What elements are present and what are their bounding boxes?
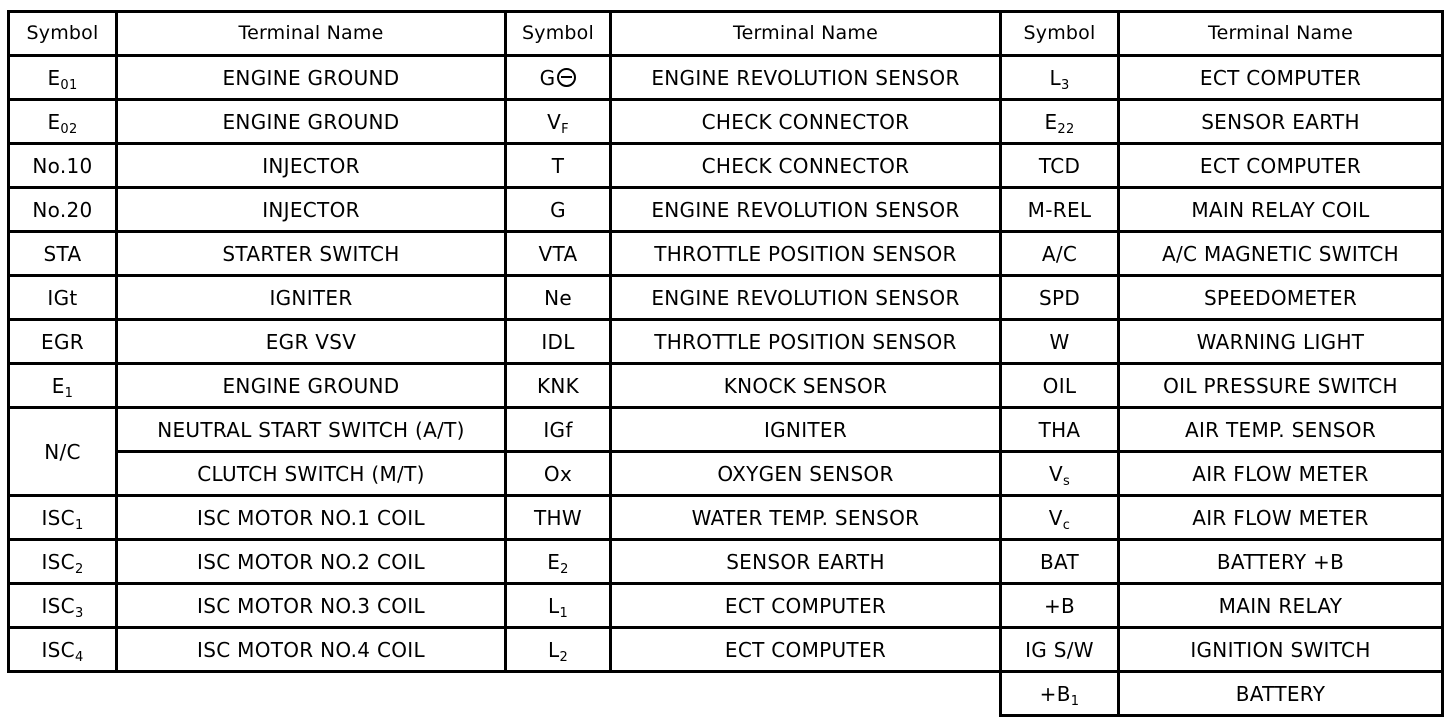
terminal-name-cell: MAIN RELAY bbox=[1119, 584, 1443, 628]
terminal-name-cell: ISC MOTOR NO.4 COIL bbox=[117, 628, 506, 672]
symbol-cell bbox=[9, 144, 117, 188]
terminal-name-cell: ECT COMPUTER bbox=[611, 584, 1001, 628]
minus-in-circle-icon bbox=[557, 68, 576, 87]
terminal-name-cell: ENGINE REVOLUTION SENSOR bbox=[611, 56, 1001, 100]
table-row bbox=[9, 408, 506, 452]
symbol-text: L bbox=[547, 593, 560, 618]
table-row bbox=[9, 100, 506, 144]
symbol-cell bbox=[506, 100, 611, 144]
terminal-name-cell: KNOCK SENSOR bbox=[611, 364, 1001, 408]
symbol-subscript: 1 bbox=[1070, 693, 1080, 709]
table-row bbox=[9, 232, 506, 276]
symbol-cell bbox=[9, 276, 117, 320]
symbol-text: E bbox=[47, 65, 61, 90]
terminal-name-cell: THROTTLE POSITION SENSOR bbox=[611, 232, 1001, 276]
symbol-text: T bbox=[551, 153, 565, 178]
table-row bbox=[1001, 628, 1443, 672]
symbol-header: Symbol bbox=[1001, 12, 1119, 56]
symbol-text: ISC bbox=[41, 549, 75, 574]
symbol-subscript: 4 bbox=[74, 649, 84, 665]
symbol-cell bbox=[9, 364, 117, 408]
symbol-text: IGf bbox=[543, 417, 573, 442]
table-row bbox=[1001, 188, 1443, 232]
table-row bbox=[9, 628, 506, 672]
terminal-name-cell: MAIN RELAY COIL bbox=[1119, 188, 1443, 232]
table-row bbox=[1001, 56, 1443, 100]
terminal-name-cell: ISC MOTOR NO.1 COIL bbox=[117, 496, 506, 540]
symbol-text: KNK bbox=[536, 373, 580, 398]
symbol-cell bbox=[1001, 364, 1119, 408]
terminal-name-cell: ENGINE GROUND bbox=[117, 56, 506, 100]
terminal-name-cell: SPEEDOMETER bbox=[1119, 276, 1443, 320]
symbol-text: ISC bbox=[41, 505, 75, 530]
symbol-cell bbox=[506, 452, 611, 496]
symbol-text: W bbox=[1049, 329, 1070, 354]
symbol-text: L bbox=[547, 637, 560, 662]
terminal-name-cell: AIR TEMP. SENSOR bbox=[1119, 408, 1443, 452]
table-row bbox=[9, 584, 506, 628]
symbol-cell bbox=[506, 56, 611, 100]
terminal-name-cell: STARTER SWITCH bbox=[117, 232, 506, 276]
symbol-subscript: 01 bbox=[60, 77, 78, 93]
symbol-cell bbox=[1001, 320, 1119, 364]
symbol-text: ISC bbox=[41, 637, 75, 662]
terminal-name-cell: CHECK CONNECTOR bbox=[611, 144, 1001, 188]
symbol-text: No.10 bbox=[32, 153, 93, 178]
terminal-name-cell: ECT COMPUTER bbox=[1119, 56, 1443, 100]
table-row bbox=[506, 496, 1001, 540]
symbol-text: TCD bbox=[1038, 153, 1081, 178]
terminal-name-cell: ENGINE GROUND bbox=[117, 100, 506, 144]
symbol-cell bbox=[9, 320, 117, 364]
terminal-name-cell: IGNITER bbox=[611, 408, 1001, 452]
symbol-cell bbox=[9, 188, 117, 232]
symbol-cell bbox=[1001, 56, 1119, 100]
table-row bbox=[1001, 276, 1443, 320]
symbol-cell bbox=[9, 628, 117, 672]
terminal-name-cell: OIL PRESSURE SWITCH bbox=[1119, 364, 1443, 408]
symbol-cell bbox=[1001, 188, 1119, 232]
symbol-cell bbox=[1001, 496, 1119, 540]
symbol-text: E bbox=[51, 373, 65, 398]
table-row bbox=[506, 540, 1001, 584]
symbol-text: A/C bbox=[1041, 241, 1078, 266]
table-row bbox=[506, 584, 1001, 628]
header-row bbox=[1001, 12, 1443, 56]
symbol-cell bbox=[9, 584, 117, 628]
terminal-name-cell: SENSOR EARTH bbox=[1119, 100, 1443, 144]
table-row bbox=[1001, 320, 1443, 364]
table-row bbox=[9, 276, 506, 320]
symbol-cell bbox=[1001, 100, 1119, 144]
table-row bbox=[1001, 452, 1443, 496]
terminal-name-cell: EGR VSV bbox=[117, 320, 506, 364]
symbol-subscript: 2 bbox=[559, 649, 569, 665]
terminal-name-cell: BATTERY +B bbox=[1119, 540, 1443, 584]
terminal-table-left bbox=[7, 10, 507, 673]
symbol-cell bbox=[506, 496, 611, 540]
symbol-text: OIL bbox=[1042, 373, 1077, 398]
symbol-text: IGt bbox=[47, 285, 78, 310]
symbol-cell: N/C bbox=[9, 408, 117, 496]
symbol-text: Ne bbox=[544, 285, 572, 310]
table-row bbox=[1001, 540, 1443, 584]
terminal-name-header: Terminal Name bbox=[611, 12, 1001, 56]
table-row bbox=[506, 364, 1001, 408]
symbol-cell bbox=[506, 628, 611, 672]
terminal-name-header: Terminal Name bbox=[1119, 12, 1443, 56]
middle-table-body bbox=[506, 12, 1001, 672]
table-row bbox=[506, 188, 1001, 232]
table-row bbox=[506, 144, 1001, 188]
table-row bbox=[506, 408, 1001, 452]
symbol-text: +B bbox=[1043, 593, 1076, 618]
symbol-cell bbox=[1001, 232, 1119, 276]
terminal-name-cell: THROTTLE POSITION SENSOR bbox=[611, 320, 1001, 364]
symbol-text: THW bbox=[534, 505, 582, 530]
terminal-name-cell: AIR FLOW METER bbox=[1119, 496, 1443, 540]
terminal-name-cell: CHECK CONNECTOR bbox=[611, 100, 1001, 144]
symbol-text: M-REL bbox=[1027, 197, 1092, 222]
terminal-name-cell: IGNITER bbox=[117, 276, 506, 320]
header-row bbox=[506, 12, 1001, 56]
table-row bbox=[506, 232, 1001, 276]
header-row bbox=[9, 12, 506, 56]
terminal-name-cell: ISC MOTOR NO.3 COIL bbox=[117, 584, 506, 628]
symbol-subscript: 3 bbox=[74, 605, 84, 621]
symbol-cell bbox=[1001, 540, 1119, 584]
terminal-name-cell: OXYGEN SENSOR bbox=[611, 452, 1001, 496]
table-row bbox=[1001, 408, 1443, 452]
terminal-name-cell: WARNING LIGHT bbox=[1119, 320, 1443, 364]
symbol-subscript: 1 bbox=[64, 385, 74, 401]
symbol-text: +B bbox=[1039, 681, 1071, 706]
table-row bbox=[1001, 100, 1443, 144]
symbol-cell bbox=[506, 320, 611, 364]
table-row bbox=[9, 364, 506, 408]
symbol-cell bbox=[506, 364, 611, 408]
table-row bbox=[1001, 364, 1443, 408]
symbol-subscript: 2 bbox=[560, 561, 569, 577]
symbol-cell bbox=[506, 584, 611, 628]
terminal-name-header: Terminal Name bbox=[117, 12, 506, 56]
table-row bbox=[1001, 144, 1443, 188]
symbol-text: SPD bbox=[1038, 285, 1081, 310]
table-row bbox=[9, 320, 506, 364]
table-row bbox=[9, 144, 506, 188]
symbol-subscript: 1 bbox=[559, 605, 569, 621]
symbol-text: V bbox=[1048, 461, 1063, 486]
symbol-subscript: 3 bbox=[1060, 77, 1070, 93]
symbol-cell bbox=[506, 540, 611, 584]
symbol-text: No.20 bbox=[32, 197, 93, 222]
terminal-table-middle bbox=[504, 10, 1002, 673]
symbol-cell bbox=[506, 188, 611, 232]
symbol-cell bbox=[506, 232, 611, 276]
table-row bbox=[9, 56, 506, 100]
symbol-text: L bbox=[1049, 65, 1061, 90]
table-row bbox=[1001, 232, 1443, 276]
symbol-cell bbox=[9, 100, 117, 144]
symbol-cell bbox=[1001, 452, 1119, 496]
symbol-subscript: s bbox=[1062, 473, 1071, 489]
symbol-header: Symbol bbox=[506, 12, 611, 56]
terminal-name-cell: NEUTRAL START SWITCH (A/T) bbox=[117, 408, 506, 452]
symbol-header: Symbol bbox=[9, 12, 117, 56]
table-row bbox=[506, 320, 1001, 364]
symbol-cell bbox=[9, 56, 117, 100]
symbol-cell bbox=[506, 408, 611, 452]
table-row bbox=[9, 496, 506, 540]
symbol-subscript: 1 bbox=[74, 517, 84, 533]
symbol-text: G bbox=[550, 197, 566, 222]
symbol-cell bbox=[1001, 584, 1119, 628]
table-row bbox=[506, 100, 1001, 144]
right-table-body bbox=[1001, 12, 1443, 716]
terminal-name-cell: INJECTOR bbox=[117, 188, 506, 232]
terminal-name-cell: ECT COMPUTER bbox=[1119, 144, 1443, 188]
symbol-subscript: 2 bbox=[74, 561, 84, 577]
symbol-cell bbox=[9, 232, 117, 276]
table-row bbox=[506, 56, 1001, 100]
terminal-name-cell: INJECTOR bbox=[117, 144, 506, 188]
symbol-cell bbox=[9, 540, 117, 584]
terminal-name-cell: AIR FLOW METER bbox=[1119, 452, 1443, 496]
symbol-text: Ox bbox=[543, 461, 573, 486]
terminal-table-right bbox=[999, 10, 1444, 717]
table-row bbox=[506, 276, 1001, 320]
symbol-cell bbox=[1001, 628, 1119, 672]
left-table-body bbox=[9, 12, 506, 672]
symbol-text: EGR bbox=[41, 329, 84, 354]
symbol-text: IG S/W bbox=[1025, 637, 1094, 662]
table-row bbox=[9, 540, 506, 584]
terminal-name-cell: SENSOR EARTH bbox=[611, 540, 1001, 584]
symbol-cell bbox=[9, 496, 117, 540]
symbol-text: E bbox=[1044, 109, 1058, 134]
symbol-text: STA bbox=[43, 241, 82, 266]
terminal-name-cell: ENGINE GROUND bbox=[117, 364, 506, 408]
terminal-name-cell: ISC MOTOR NO.2 COIL bbox=[117, 540, 506, 584]
table-row bbox=[506, 628, 1001, 672]
symbol-cell bbox=[1001, 408, 1119, 452]
table-row bbox=[9, 188, 506, 232]
symbol-text: G bbox=[539, 65, 556, 90]
terminal-name-cell: A/C MAGNETIC SWITCH bbox=[1119, 232, 1443, 276]
symbol-subscript: 22 bbox=[1057, 121, 1075, 137]
symbol-cell bbox=[1001, 144, 1119, 188]
terminal-name-cell: CLUTCH SWITCH (M/T) bbox=[117, 452, 506, 496]
symbol-text: VTA bbox=[538, 241, 578, 266]
terminal-name-cell: ECT COMPUTER bbox=[611, 628, 1001, 672]
symbol-text: THA bbox=[1038, 417, 1081, 442]
symbol-text: ISC bbox=[41, 593, 75, 618]
symbol-text: E bbox=[47, 109, 61, 134]
table-row bbox=[506, 452, 1001, 496]
symbol-text: IDL bbox=[541, 329, 575, 354]
terminal-name-cell: BATTERY bbox=[1119, 672, 1443, 716]
symbol-text: V bbox=[1048, 505, 1063, 530]
symbol-cell bbox=[506, 144, 611, 188]
symbol-cell bbox=[1001, 276, 1119, 320]
symbol-text: V bbox=[547, 109, 562, 134]
table-row bbox=[1001, 584, 1443, 628]
symbol-text: E bbox=[547, 549, 561, 574]
symbol-text: BAT bbox=[1040, 549, 1079, 574]
terminal-name-cell: IGNITION SWITCH bbox=[1119, 628, 1443, 672]
terminal-name-cell: WATER TEMP. SENSOR bbox=[611, 496, 1001, 540]
symbol-subscript: F bbox=[561, 121, 569, 137]
symbol-cell bbox=[1001, 672, 1119, 716]
table-row bbox=[1001, 496, 1443, 540]
terminal-name-cell: ENGINE REVOLUTION SENSOR bbox=[611, 276, 1001, 320]
table-row bbox=[1001, 672, 1443, 716]
symbol-cell bbox=[506, 276, 611, 320]
symbol-subscript: c bbox=[1062, 517, 1071, 533]
symbol-subscript: 02 bbox=[60, 121, 78, 137]
terminal-name-cell: ENGINE REVOLUTION SENSOR bbox=[611, 188, 1001, 232]
